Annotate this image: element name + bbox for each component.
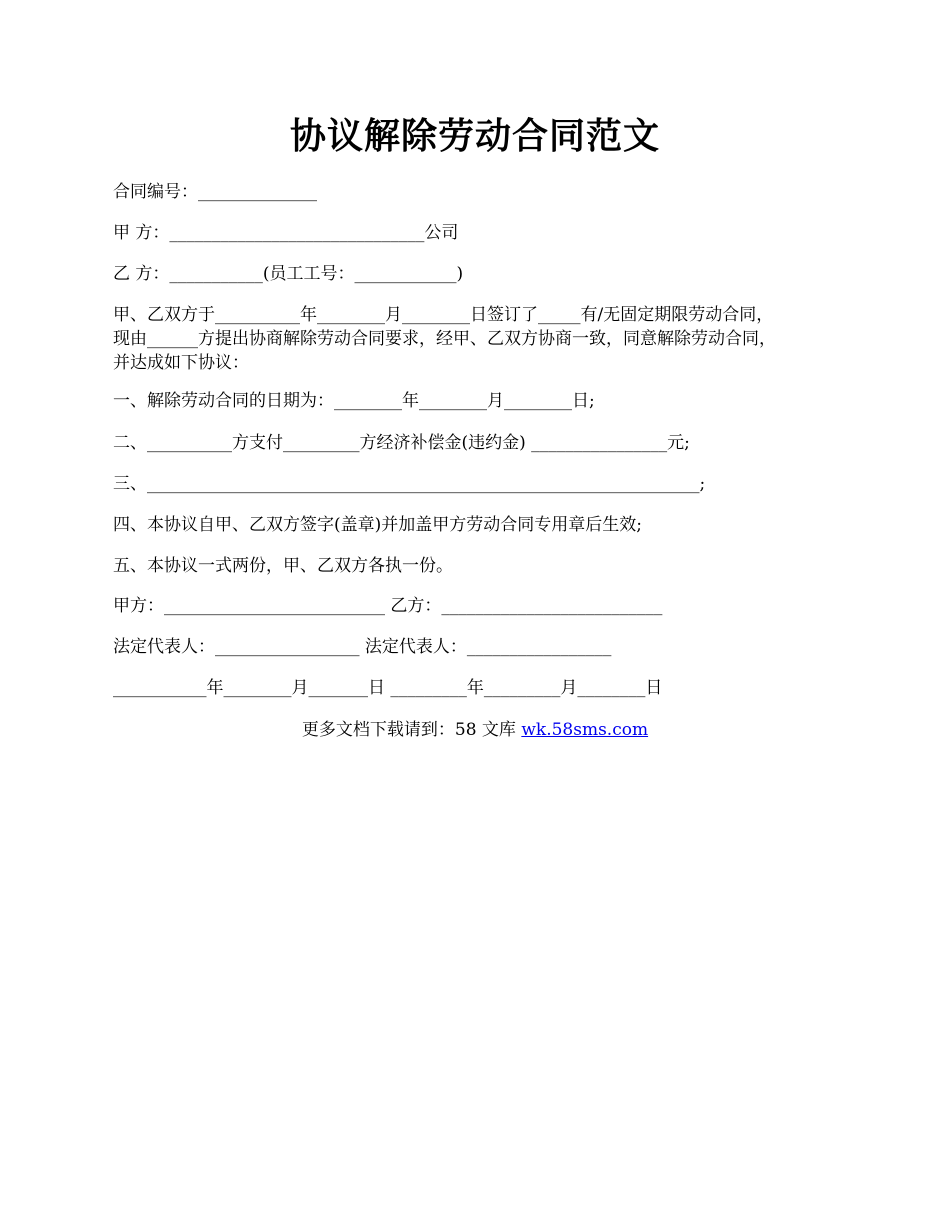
clause-2: 二、__________方支付_________方经济补偿金(违约金) ________________元; <box>113 433 690 453</box>
intro-paragraph <box>113 303 838 375</box>
clause-4: 四、本协议自甲、乙双方签字(盖章)并加盖甲方劳动合同专用章后生效; <box>113 515 642 535</box>
document-title: 协议解除劳动合同范文 <box>289 115 660 157</box>
signature-dates-line: ___________年________月_______日 _________年_________月________日 <box>113 678 663 698</box>
clause-3: 三、_________________________________________________________________; <box>113 474 706 494</box>
clause-5: 五、本协议一式两份，甲、乙双方各执一份。 <box>113 556 453 576</box>
party-b-line: 乙 方：___________(员工工号：____________) <box>113 264 464 284</box>
footer-prefix: 更多文档下载请到：58 文库 <box>301 720 522 740</box>
intro-line-1: 甲、乙双方于__________年________月________日签订了_____有/无固定期限劳动合同， <box>113 305 774 325</box>
signature-parties-line: 甲方：__________________________ 乙方：__________________________ <box>113 596 663 616</box>
legal-representatives-line: 法定代表人：_________________ 法定代表人：_________________ <box>113 637 612 657</box>
footer-site-link[interactable]: wk.58sms.com <box>521 720 649 740</box>
intro-line-3: 并达成如下协议： <box>113 353 249 373</box>
download-footer <box>0 718 950 742</box>
clause-1: 一、解除劳动合同的日期为：________年________月________日; <box>113 391 595 411</box>
party-a-line: 甲 方：______________________________公司 <box>113 223 459 243</box>
intro-line-2: 现由______方提出协商解除劳动合同要求，经甲、乙双方协商一致，同意解除劳动合同， <box>113 329 776 349</box>
contract-number-line: 合同编号：______________ <box>113 182 317 202</box>
